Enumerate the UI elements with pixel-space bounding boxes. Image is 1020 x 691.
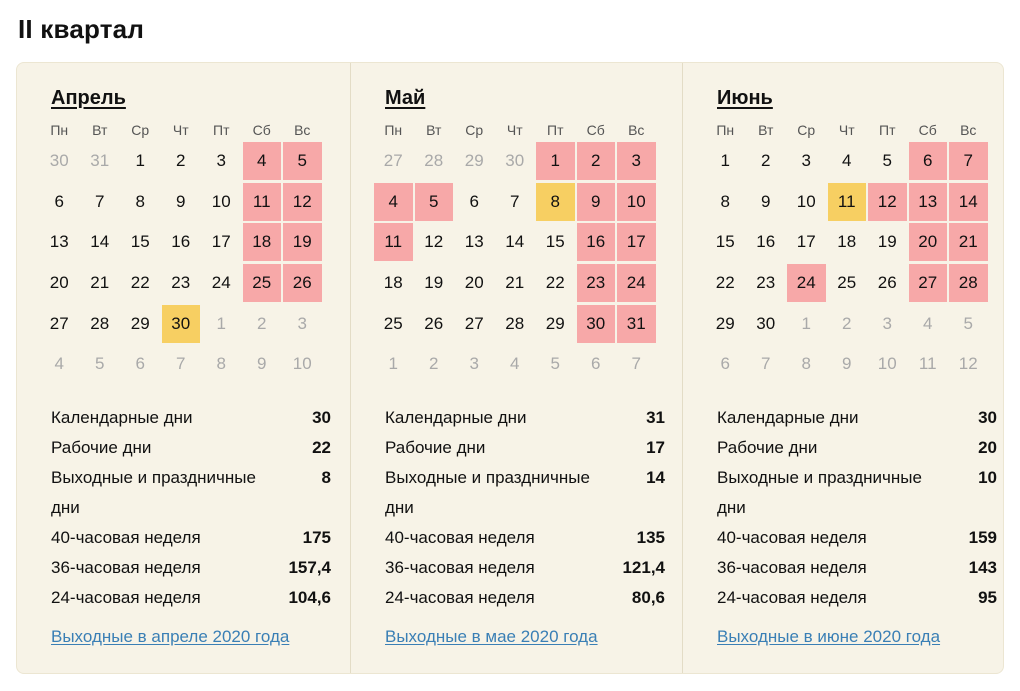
weekday-header: Ср xyxy=(797,122,816,138)
calendar-day-holiday: 26 xyxy=(283,264,322,302)
calendar-day-outside: 2 xyxy=(842,313,852,333)
stat-row-week24 xyxy=(385,583,665,613)
stat-row-weekend-days xyxy=(51,463,331,523)
stat-value: 14 xyxy=(646,468,665,487)
stat-label: 36-часовая неделя xyxy=(51,558,201,577)
stat-row-working-days xyxy=(51,433,331,463)
calendar-day-holiday: 4 xyxy=(243,142,282,180)
calendar-day-holiday: 13 xyxy=(909,183,948,221)
stat-row-week36 xyxy=(51,553,331,583)
calendar-day-holiday: 19 xyxy=(283,223,322,261)
stat-row-working-days xyxy=(385,433,665,463)
calendar-day: 6 xyxy=(469,191,479,211)
calendar-day: 6 xyxy=(54,191,64,211)
calendar-day: 23 xyxy=(756,273,776,293)
calendar-day-holiday: 30 xyxy=(577,305,616,343)
calendar-day-outside: 12 xyxy=(958,354,978,374)
calendar-day-holiday: 12 xyxy=(868,183,907,221)
calendar-day: 14 xyxy=(90,232,110,252)
calendar-day: 24 xyxy=(211,273,231,293)
stat-value: 22 xyxy=(312,438,331,457)
calendar-day: 28 xyxy=(505,313,525,333)
weekends-link[interactable]: Выходные в мае 2020 года xyxy=(385,627,598,646)
stat-row-week36 xyxy=(717,553,997,583)
stat-row-weekend-days xyxy=(717,463,997,523)
calendar-day-shortened: 11 xyxy=(828,183,867,221)
stat-label: Календарные дни xyxy=(385,408,527,427)
weekday-header: Вт xyxy=(426,122,442,138)
stat-label: Рабочие дни xyxy=(51,438,152,457)
calendar-day: 1 xyxy=(135,151,145,171)
calendar-day-holiday: 4 xyxy=(374,183,413,221)
calendar-day-holiday: 24 xyxy=(787,264,826,302)
month-may xyxy=(350,63,682,673)
stat-label: 40-часовая неделя xyxy=(51,528,201,547)
calendar-day: 12 xyxy=(424,232,444,252)
stat-value: 17 xyxy=(646,438,665,457)
calendar-day-holiday: 7 xyxy=(949,142,988,180)
calendar-day-outside: 6 xyxy=(591,354,601,374)
stat-label: Календарные дни xyxy=(717,408,859,427)
calendar-day-outside: 6 xyxy=(720,354,730,374)
stat-value: 135 xyxy=(636,528,665,547)
calendar-grid xyxy=(373,119,657,385)
calendar-day-outside: 9 xyxy=(257,354,267,374)
calendar-day-holiday: 14 xyxy=(949,183,988,221)
calendar-day-outside: 1 xyxy=(801,313,811,333)
month-april xyxy=(17,63,350,673)
stat-label: 24-часовая неделя xyxy=(385,588,535,607)
quarter-calendar-panel xyxy=(16,62,1004,674)
calendar-day-outside: 27 xyxy=(383,151,403,171)
stat-row-calendar-days xyxy=(717,403,997,433)
calendar-day: 22 xyxy=(130,273,150,293)
calendar-day-outside: 7 xyxy=(761,354,771,374)
calendar-day-holiday: 11 xyxy=(243,183,282,221)
calendar-day-holiday: 10 xyxy=(617,183,656,221)
calendar-day-outside: 2 xyxy=(429,354,439,374)
calendar-day-outside: 7 xyxy=(176,354,186,374)
stat-value: 159 xyxy=(968,528,997,547)
calendar-day: 25 xyxy=(383,313,403,333)
calendar-day: 13 xyxy=(464,232,484,252)
calendar-day: 8 xyxy=(135,191,145,211)
weekday-header: Чт xyxy=(506,122,523,138)
calendar-day-shortened: 8 xyxy=(536,183,575,221)
stat-value: 157,4 xyxy=(288,558,331,577)
calendar-day: 13 xyxy=(49,232,69,252)
weekday-header: Пн xyxy=(384,122,403,138)
calendar-day-holiday: 16 xyxy=(577,223,616,261)
stat-label: Календарные дни xyxy=(51,408,193,427)
calendar-day-holiday: 23 xyxy=(577,264,616,302)
weekday-header: Пт xyxy=(547,122,564,138)
stat-value: 95 xyxy=(978,588,997,607)
calendar-day: 7 xyxy=(510,191,520,211)
calendar-grid xyxy=(705,119,989,385)
calendar-day: 21 xyxy=(90,273,110,293)
calendar-day: 25 xyxy=(837,273,857,293)
month-name[interactable]: Апрель xyxy=(51,87,126,109)
calendar-day: 22 xyxy=(715,273,735,293)
calendar-day-outside: 2 xyxy=(257,313,267,333)
calendar-day-outside: 11 xyxy=(918,354,937,374)
calendar-day: 27 xyxy=(49,313,69,333)
weekday-header: Чт xyxy=(172,122,189,138)
calendar-day: 19 xyxy=(424,273,444,293)
calendar-grid xyxy=(39,119,323,385)
weekday-header: Пн xyxy=(50,122,69,138)
stat-value: 30 xyxy=(978,408,997,427)
calendar-day-outside: 31 xyxy=(90,151,110,171)
calendar-day-holiday: 24 xyxy=(617,264,656,302)
calendar-day-shortened: 30 xyxy=(162,305,201,343)
stat-label: 36-часовая неделя xyxy=(385,558,535,577)
calendar-day-holiday: 20 xyxy=(909,223,948,261)
calendar-day: 15 xyxy=(130,232,150,252)
calendar-day: 4 xyxy=(842,151,852,171)
calendar-day-holiday: 5 xyxy=(283,142,322,180)
calendar-day: 10 xyxy=(211,191,231,211)
weekday-header: Пн xyxy=(716,122,735,138)
calendar-day-holiday: 3 xyxy=(617,142,656,180)
calendar-day: 20 xyxy=(464,273,484,293)
calendar-day: 14 xyxy=(505,232,525,252)
stat-value: 80,6 xyxy=(631,588,665,607)
stat-value: 121,4 xyxy=(622,558,665,577)
stat-label: 24-часовая неделя xyxy=(51,588,201,607)
calendar-day-outside: 28 xyxy=(424,151,444,171)
calendar-day-outside: 30 xyxy=(49,151,69,171)
calendar-day: 17 xyxy=(211,232,231,252)
stat-label: 24-часовая неделя xyxy=(717,588,867,607)
weekday-header: Сб xyxy=(586,122,605,138)
calendar-day: 29 xyxy=(715,313,735,333)
calendar-day: 27 xyxy=(464,313,484,333)
weekday-header: Ср xyxy=(131,122,150,138)
month-name[interactable]: Май xyxy=(385,87,426,109)
calendar-day-holiday: 25 xyxy=(243,264,282,302)
calendar-day: 18 xyxy=(383,273,403,293)
calendar-day: 5 xyxy=(882,151,892,171)
calendar-day: 16 xyxy=(171,232,191,252)
calendar-day-holiday: 6 xyxy=(909,142,948,180)
month-stats xyxy=(385,403,665,613)
calendar-day: 29 xyxy=(545,313,565,333)
calendar-day-outside: 6 xyxy=(135,354,145,374)
weekday-header: Сб xyxy=(252,122,271,138)
calendar-day-holiday: 1 xyxy=(536,142,575,180)
calendar-day-outside: 29 xyxy=(464,151,484,171)
calendar-day: 17 xyxy=(796,232,816,252)
calendar-day-outside: 3 xyxy=(469,354,479,374)
calendar-day: 15 xyxy=(715,232,735,252)
month-stats xyxy=(717,403,997,613)
stat-row-calendar-days xyxy=(51,403,331,433)
stat-row-week40 xyxy=(385,523,665,553)
calendar-day-outside: 30 xyxy=(505,151,525,171)
weekday-header: Вс xyxy=(628,122,645,138)
month-stats xyxy=(51,403,331,613)
calendar-day-holiday: 18 xyxy=(243,223,282,261)
weekends-link[interactable]: Выходные в июне 2020 года xyxy=(717,627,941,646)
calendar-day: 16 xyxy=(756,232,776,252)
stat-label: Выходные и праздничные дни xyxy=(385,468,590,517)
calendar-day: 15 xyxy=(545,232,565,252)
calendar-day-outside: 5 xyxy=(963,313,973,333)
calendar-day: 9 xyxy=(761,191,771,211)
calendar-day: 3 xyxy=(801,151,811,171)
stat-value: 143 xyxy=(968,558,997,577)
calendar-day-outside: 1 xyxy=(388,354,398,374)
stat-value: 10 xyxy=(978,468,997,487)
calendar-day-outside: 3 xyxy=(882,313,892,333)
calendar-day-holiday: 28 xyxy=(949,264,988,302)
stat-row-week24 xyxy=(51,583,331,613)
month-name[interactable]: Июнь xyxy=(717,87,773,109)
calendar-day-holiday: 11 xyxy=(374,223,413,261)
stat-label: 40-часовая неделя xyxy=(385,528,535,547)
calendar-day-outside: 4 xyxy=(510,354,520,374)
calendar-day-outside: 5 xyxy=(95,354,105,374)
calendar-day-holiday: 31 xyxy=(617,305,656,343)
calendar-day: 26 xyxy=(424,313,444,333)
page-title: II квартал xyxy=(18,14,145,44)
calendar-day: 20 xyxy=(49,273,69,293)
calendar-day: 22 xyxy=(545,273,565,293)
calendar-day: 3 xyxy=(216,151,226,171)
weekday-header: Сб xyxy=(918,122,937,138)
weekday-header: Вс xyxy=(294,122,311,138)
calendar-day-outside: 10 xyxy=(877,354,897,374)
stat-value: 30 xyxy=(312,408,331,427)
stat-row-calendar-days xyxy=(385,403,665,433)
weekday-header: Пт xyxy=(213,122,230,138)
stat-label: Рабочие дни xyxy=(717,438,818,457)
stat-label: 36-часовая неделя xyxy=(717,558,867,577)
stat-value: 31 xyxy=(646,408,665,427)
calendar-day: 1 xyxy=(720,151,730,171)
calendar-day: 23 xyxy=(171,273,191,293)
stat-row-working-days xyxy=(717,433,997,463)
stat-label: Выходные и праздничные дни xyxy=(717,468,922,517)
calendar-day: 10 xyxy=(796,191,816,211)
calendar-day-outside: 10 xyxy=(292,354,312,374)
calendar-day-outside: 4 xyxy=(54,354,64,374)
calendar-day-holiday: 12 xyxy=(283,183,322,221)
calendar-day: 8 xyxy=(720,191,730,211)
calendar-day-outside: 8 xyxy=(801,354,811,374)
calendar-day-outside: 5 xyxy=(550,354,560,374)
calendar-day-outside: 3 xyxy=(297,313,307,333)
calendar-day-holiday: 2 xyxy=(577,142,616,180)
weekday-header: Вт xyxy=(92,122,108,138)
weekends-link[interactable]: Выходные в апреле 2020 года xyxy=(51,627,290,646)
calendar-day: 29 xyxy=(130,313,150,333)
stat-row-week36 xyxy=(385,553,665,583)
stat-label: Рабочие дни xyxy=(385,438,486,457)
weekday-header: Вт xyxy=(758,122,774,138)
calendar-day: 30 xyxy=(756,313,776,333)
stat-value: 8 xyxy=(321,468,331,487)
calendar-day-outside: 8 xyxy=(216,354,226,374)
stat-row-week40 xyxy=(51,523,331,553)
weekday-header: Вс xyxy=(960,122,977,138)
weekday-header: Пт xyxy=(879,122,896,138)
stat-value: 20 xyxy=(978,438,997,457)
calendar-day: 19 xyxy=(877,232,897,252)
calendar-day: 18 xyxy=(837,232,857,252)
weekday-header: Чт xyxy=(838,122,855,138)
stat-row-week40 xyxy=(717,523,997,553)
calendar-day-holiday: 21 xyxy=(949,223,988,261)
calendar-day-holiday: 27 xyxy=(909,264,948,302)
calendar-day: 21 xyxy=(505,273,525,293)
calendar-day: 2 xyxy=(176,151,186,171)
calendar-day: 26 xyxy=(877,273,897,293)
stat-label: Выходные и праздничные дни xyxy=(51,468,256,517)
calendar-day-holiday: 17 xyxy=(617,223,656,261)
calendar-day-holiday: 5 xyxy=(415,183,454,221)
calendar-day: 2 xyxy=(761,151,771,171)
stat-value: 104,6 xyxy=(288,588,331,607)
calendar-day-outside: 7 xyxy=(631,354,641,374)
calendar-day-outside: 4 xyxy=(923,313,933,333)
calendar-day: 28 xyxy=(90,313,110,333)
stat-label: 40-часовая неделя xyxy=(717,528,867,547)
calendar-day-outside: 9 xyxy=(842,354,852,374)
calendar-day: 9 xyxy=(176,191,186,211)
weekday-header: Ср xyxy=(465,122,484,138)
stat-row-week24 xyxy=(717,583,997,613)
calendar-day: 7 xyxy=(95,191,105,211)
month-june xyxy=(682,63,1003,673)
calendar-day-holiday: 9 xyxy=(577,183,616,221)
stat-row-weekend-days xyxy=(385,463,665,523)
calendar-day-outside: 1 xyxy=(216,313,226,333)
stat-value: 175 xyxy=(302,528,331,547)
